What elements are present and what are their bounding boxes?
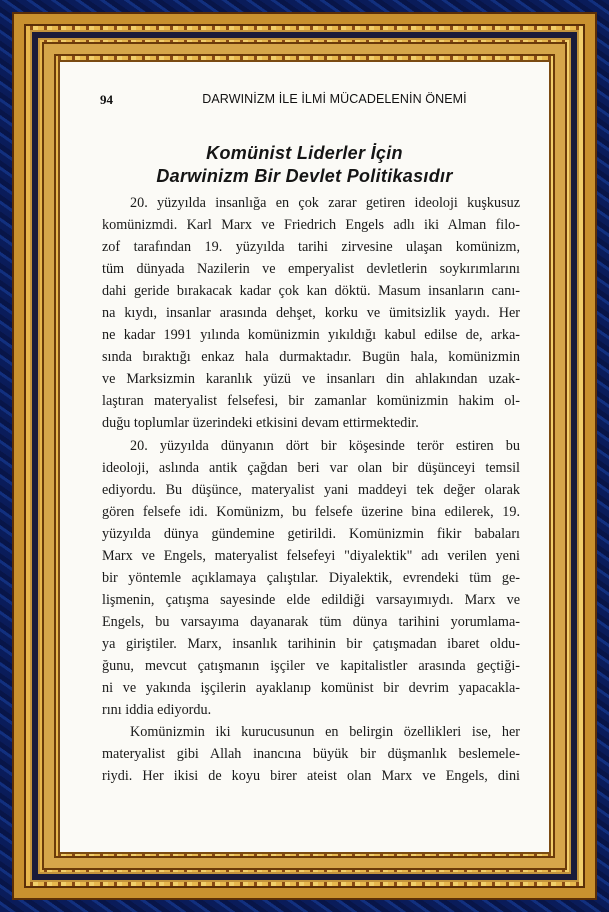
text-line: 20. yüzyılda insanlığa en çok zarar getiren ideoloji kuşkusuz [130,195,520,211]
text-line: ya giriştiler. Marx, insanlık tarihinin bir çatışmadan ibaret oldu- [102,635,520,652]
text-line: yüzyılda dünya gündemine getirildi. Komünizmin fikir babaları [102,525,520,542]
text-line: sında bıraktığı enkaz hala durmaktadır. Bugün hala, komünizmin [102,349,520,366]
text-line: ne kadar 1991 yılında komünizmin yıkıldığı kabul edilse de, arka- [102,327,520,344]
text-line: rını iddia ediyordu. [102,702,212,719]
text-line: ni ve yakında işçilerin ayaklanıp komünist bir devrim yapacakla- [102,680,520,697]
text-line: gören felsefe idi. Komünizm, bu felsefe üzerine bina edilerek, 19. [102,503,520,520]
section-title-line-2: Darwinizm Bir Devlet Politikasıdır [156,166,453,186]
text-line: dahi geride bırakacak kadar çok kan döktü. Masum insanların canı- [102,283,520,300]
text-line: Marx ve Engels, materyalist felsefeyi "diyalektik" adı verilen yeni [102,547,520,564]
text-line: na kıydı, insanlar arasında dehşet, korku ve ümitsizlik yaydı. Her [102,305,520,322]
text-line: 20. yüzyılda dünyanın dört bir köşesinde terör estiren bu [130,437,520,454]
text-line: duğu toplumlar üzerindeki etkisini devam ettirmektedir. [102,415,419,432]
page-paper [60,62,549,852]
text-line: ideoloji, aslında antik çağdan beri var olan bir düşünceyi temsil [102,459,520,476]
body-text [102,192,520,787]
text-line: lişmenin, çatışma sayesinde elde edildiği varsayımıydı. Marx ve [102,591,520,608]
text-line: ve Marksizmin karanlık yüzü ve insanları din ahlakından uzak- [102,371,520,388]
text-line: tüm dünyada Nazilerin ve emperyalist devletlerin soykırımlarını [102,261,520,278]
text-line: ediyordu. Bu düşünce, materyalist yani maddeyi tek değer olarak [102,481,520,498]
text-line: laştıran materyalist felsefesi, bir zamanlar komünizmin hakim ol- [102,393,520,410]
text-line: zof tarafından 19. yüzyılda tarihi zirvesine ulaşan komünizm, [102,239,520,256]
text-line: Komünizmin iki kurucusunun en belirgin özellikleri ise, her [130,724,520,741]
text-line: materyalist gibi Allah inancına büyük bir düşmanlık beslemele- [102,746,520,763]
running-head: DARWINİZM İLE İLMİ MÜCADELENİN ÖNEMİ [202,92,467,106]
text-line: ğunu, mevcut çatışmanın işçiler ve kapitalistler arasında geçtiği- [102,657,520,674]
text-line: bir yöntemle açıklamaya çalıştılar. Diyalektik, evrendeki tüm ge- [102,569,520,586]
text-line: riydi. Her ikisi de koyu birer ateist olan Marx ve Engels, dini [102,768,520,785]
section-title [60,142,549,188]
page-number: 94 [100,92,113,107]
section-title-line-1: Komünist Liderler İçin [206,143,403,163]
text-line: Engels, bu varsayıma dayanarak tüm dünya tarihini yorumlama- [102,613,520,630]
text-line: komünizmdi. Karl Marx ve Friedrich Engels adlı iki Alman filo- [102,217,520,234]
